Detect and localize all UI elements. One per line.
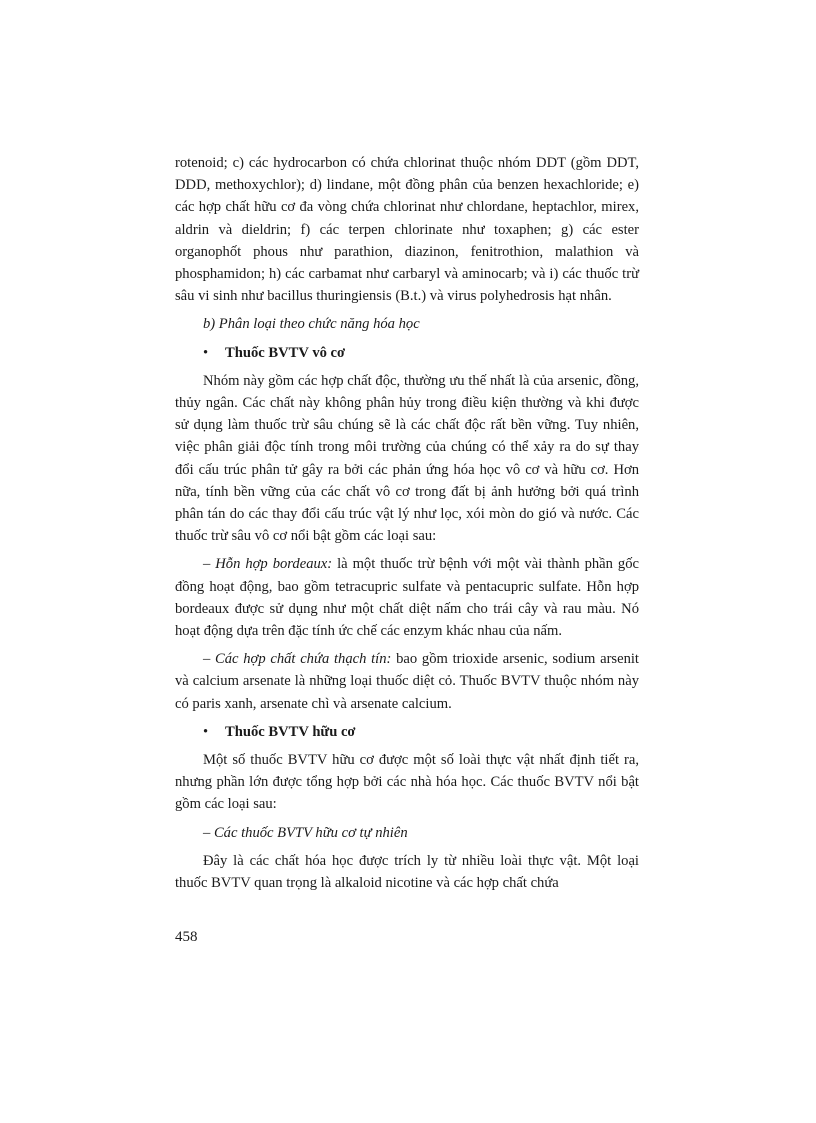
bullet-heading-label: Thuốc BVTV vô cơ — [225, 344, 346, 361]
paragraph-insecticide-list: rotenoid; c) các hydrocarbon có chứa chlorinat thuộc nhóm DDT (gồm DDT, DDD, methoxychlor); d) lindane, một đồng phân của benzen hexachloride; e) các hợp chất hữu cơ đa vòng chứa chlorinat như chlordane, heptachlor, mirex, aldrin và dieldrin; f) các terpen chlorinate như toxaphen; g) các ester organophốt phous như parathion, diazinon, fenitrothion, malathion và phosphamidon; h) các carbamat như carbaryl và aminocarb; và i) các thuốc trừ sâu vi sinh như bacillus thuringiensis (B.t.) và virus polyhedrosis hạt nhân. — [175, 155, 639, 305]
bullet-heading-organic — [175, 721, 639, 743]
paragraph-organic-description: Một số thuốc BVTV hữu cơ được một số loài thực vật nhất định tiết ra, nhưng phần lớn được tổng hợp bởi các nhà hóa học. Các thuốc BVTV nổi bật gồm các loại sau: — [175, 752, 639, 813]
bullet-heading-label: Thuốc BVTV hữu cơ — [225, 723, 356, 740]
term-arsenic: – Các hợp chất chứa thạch tín: — [203, 651, 392, 668]
page-number: 458 — [175, 929, 198, 945]
paragraph-bordeaux-mixture — [175, 553, 639, 642]
arsenic-text: bao gồm trioxide arsenic, sodium arsenit và calcium arsenate là những loại thuốc diệt cỏ. Thuốc BVTV thuộc nhóm này có paris xanh, arsenate chì và arsenate calcium. — [175, 651, 639, 712]
page-body — [175, 152, 639, 894]
paragraph-inorganic-description: Nhóm này gồm các hợp chất độc, thường ưu thế nhất là của arsenic, đồng, thủy ngân. Các chất này không phân hủy trong điều kiện thường và khi được sử dụng làm thuốc trừ sâu chúng sẽ là các chất độc rất bền vững. Tuy nhiên, việc phân giải độc tính trong môi trường của chúng có thể xảy ra do sự thay đổi cấu trúc phân tử gây ra bởi các phản ứng hóa học vô cơ và hữu cơ. Hơn nữa, tính bền vững của các chất vô cơ trong đất bị ảnh hưởng bởi quá trình phân tán do các thay đổi cấu trúc vật lý như lọc, xói mòn do gió và nước. Các thuốc trừ sâu vô cơ nổi bật gồm các loại sau: — [175, 372, 639, 545]
paragraph-arsenic-compounds — [175, 648, 639, 715]
section-heading-chemical-classification: b) Phân loại theo chức năng hóa học — [203, 316, 420, 333]
bullet-heading-inorganic — [175, 342, 639, 364]
bullet-icon: • — [203, 344, 209, 361]
term-bordeaux: – Hỗn hợp bordeaux: — [203, 556, 333, 573]
bullet-icon: • — [203, 723, 209, 740]
paragraph-natural-organic: Đây là các chất hóa học được trích ly từ nhiều loài thực vật. Một loại thuốc BVTV quan trọng là alkaloid nicotine và các hợp chất chứa — [175, 852, 639, 892]
subheading-natural-organic: – Các thuốc BVTV hữu cơ tự nhiên — [203, 824, 408, 841]
bordeaux-text: là một thuốc trừ bệnh với một vài thành phần gốc đồng hoạt động, bao gồm tetracupric sulfate và pentacupric sulfate. Hỗn hợp bordeaux được sử dụng như một chất diệt nấm cho trái cây và rau màu. Nó hoạt động dựa trên đặc tính ức chế các enzym khác nhau của nấm. — [175, 556, 639, 640]
